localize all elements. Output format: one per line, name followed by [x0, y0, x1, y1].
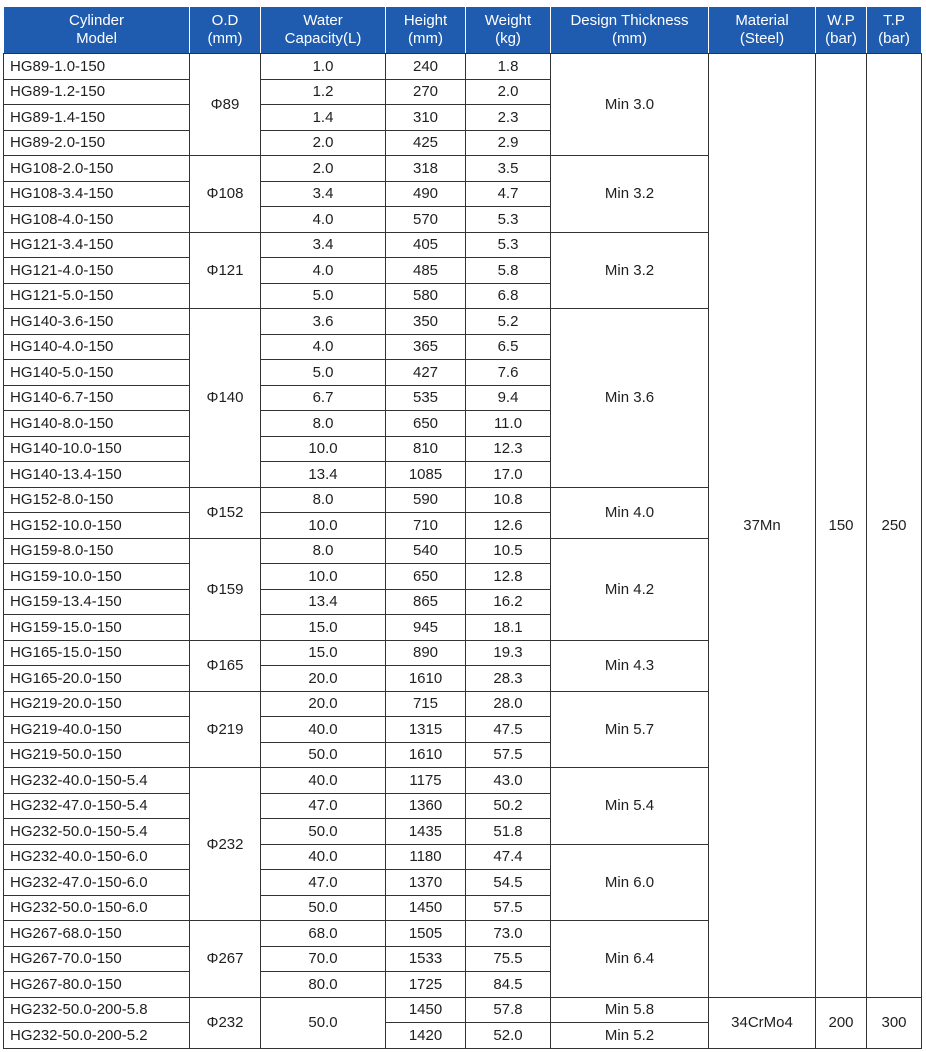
cell-capacity: 40.0 [261, 844, 386, 870]
cell-weight: 6.5 [466, 334, 551, 360]
cell-design-thickness: Min 4.2 [551, 538, 709, 640]
cell-model: HG140-4.0-150 [4, 334, 190, 360]
cell-height: 1420 [386, 1023, 466, 1049]
cell-capacity: 4.0 [261, 207, 386, 233]
cell-weight: 57.8 [466, 997, 551, 1023]
cell-model: HG159-13.4-150 [4, 589, 190, 615]
cell-weight: 5.3 [466, 232, 551, 258]
cell-weight: 75.5 [466, 946, 551, 972]
cell-height: 485 [386, 258, 466, 284]
cell-design-thickness: Min 5.7 [551, 691, 709, 768]
cell-weight: 73.0 [466, 921, 551, 947]
cell-wp: 200 [816, 997, 867, 1048]
cell-wp: 150 [816, 54, 867, 998]
cell-weight: 3.5 [466, 156, 551, 182]
cell-height: 1533 [386, 946, 466, 972]
cell-model: HG232-40.0-150-6.0 [4, 844, 190, 870]
cell-od: Φ232 [190, 768, 261, 921]
cell-height: 310 [386, 105, 466, 131]
cell-capacity: 13.4 [261, 462, 386, 488]
cell-design-thickness: Min 4.0 [551, 487, 709, 538]
cell-capacity: 1.4 [261, 105, 386, 131]
cell-weight: 84.5 [466, 972, 551, 998]
cell-capacity: 68.0 [261, 921, 386, 947]
cell-height: 540 [386, 538, 466, 564]
cell-weight: 10.5 [466, 538, 551, 564]
header-material [709, 7, 816, 54]
cell-weight: 12.6 [466, 513, 551, 539]
cell-design-thickness: Min 5.4 [551, 768, 709, 845]
cell-model: HG121-3.4-150 [4, 232, 190, 258]
cell-capacity: 10.0 [261, 436, 386, 462]
cell-height: 945 [386, 615, 466, 641]
cell-weight: 28.0 [466, 691, 551, 717]
cell-weight: 18.1 [466, 615, 551, 641]
cell-model: HG121-5.0-150 [4, 283, 190, 309]
cell-capacity: 20.0 [261, 691, 386, 717]
cell-od: Φ165 [190, 640, 261, 691]
cell-model: HG232-50.0-200-5.8 [4, 997, 190, 1023]
cell-height: 270 [386, 79, 466, 105]
cell-height: 427 [386, 360, 466, 386]
cell-capacity: 3.4 [261, 181, 386, 207]
cell-height: 535 [386, 385, 466, 411]
cell-capacity: 20.0 [261, 666, 386, 692]
header-water-capacity-line2: Capacity(L) [284, 30, 362, 47]
header-water-capacity [261, 7, 386, 54]
cell-model: HG232-50.0-200-5.2 [4, 1023, 190, 1049]
cell-height: 715 [386, 691, 466, 717]
cell-model: HG140-13.4-150 [4, 462, 190, 488]
cell-model: HG159-10.0-150 [4, 564, 190, 590]
cell-height: 405 [386, 232, 466, 258]
cell-capacity: 50.0 [261, 819, 386, 845]
cell-capacity: 10.0 [261, 564, 386, 590]
cell-design-thickness: Min 3.2 [551, 232, 709, 309]
cell-design-thickness: Min 6.4 [551, 921, 709, 998]
header-wp-line2: (bar) [825, 30, 857, 47]
header-design-thickness-line2: (mm) [612, 30, 647, 47]
cell-height: 490 [386, 181, 466, 207]
cell-capacity: 50.0 [261, 742, 386, 768]
cell-weight: 1.8 [466, 54, 551, 80]
cell-weight: 47.4 [466, 844, 551, 870]
cell-model: HG140-10.0-150 [4, 436, 190, 462]
cell-model: HG108-3.4-150 [4, 181, 190, 207]
cell-capacity: 40.0 [261, 768, 386, 794]
header-design-thickness-line1: Design Thickness [570, 12, 689, 29]
cell-od: Φ108 [190, 156, 261, 233]
header-wp [816, 7, 867, 54]
cell-height: 425 [386, 130, 466, 156]
cell-tp: 300 [867, 997, 922, 1048]
cell-height: 710 [386, 513, 466, 539]
cell-model: HG140-5.0-150 [4, 360, 190, 386]
cell-capacity: 47.0 [261, 793, 386, 819]
cell-design-thickness: Min 6.0 [551, 844, 709, 921]
cell-height: 580 [386, 283, 466, 309]
header-od [190, 7, 261, 54]
table-row [4, 997, 922, 1023]
header-weight-line2: (kg) [495, 30, 521, 47]
cell-weight: 7.6 [466, 360, 551, 386]
cell-od: Φ89 [190, 54, 261, 156]
cell-capacity: 15.0 [261, 640, 386, 666]
cell-capacity: 6.7 [261, 385, 386, 411]
cell-height: 890 [386, 640, 466, 666]
cell-height: 590 [386, 487, 466, 513]
cell-capacity: 80.0 [261, 972, 386, 998]
cell-design-thickness: Min 3.2 [551, 156, 709, 233]
header-height-line1: Height [403, 12, 448, 29]
cylinder-spec-table [3, 6, 922, 1049]
cell-height: 350 [386, 309, 466, 335]
cell-design-thickness: Min 5.2 [551, 1023, 709, 1049]
cell-height: 1180 [386, 844, 466, 870]
cell-model: HG140-8.0-150 [4, 411, 190, 437]
header-tp-line1: T.P [883, 12, 905, 29]
cell-height: 1315 [386, 717, 466, 743]
cell-model: HG159-8.0-150 [4, 538, 190, 564]
cell-capacity: 8.0 [261, 411, 386, 437]
cell-model: HG267-80.0-150 [4, 972, 190, 998]
cell-material: 34CrMo4 [709, 997, 816, 1048]
header-wp-line1: W.P [827, 12, 855, 29]
header-row [4, 7, 922, 54]
cell-capacity: 1.2 [261, 79, 386, 105]
cell-height: 240 [386, 54, 466, 80]
header-height-line2: (mm) [408, 30, 443, 47]
cell-height: 1725 [386, 972, 466, 998]
header-design-thickness [551, 7, 709, 54]
cell-height: 865 [386, 589, 466, 615]
cell-capacity: 70.0 [261, 946, 386, 972]
cell-model: HG232-50.0-150-5.4 [4, 819, 190, 845]
cell-capacity: 50.0 [261, 895, 386, 921]
cell-capacity: 3.6 [261, 309, 386, 335]
cell-height: 570 [386, 207, 466, 233]
cell-model: HG140-3.6-150 [4, 309, 190, 335]
table-body [4, 54, 922, 1049]
cell-model: HG89-1.0-150 [4, 54, 190, 80]
cell-weight: 11.0 [466, 411, 551, 437]
header-od-line2: (mm) [207, 30, 243, 47]
cell-design-thickness: Min 3.6 [551, 309, 709, 488]
header-weight-line1: Weight [484, 12, 532, 29]
cell-weight: 6.8 [466, 283, 551, 309]
cell-model: HG152-10.0-150 [4, 513, 190, 539]
cell-tp: 250 [867, 54, 922, 998]
header-cylinder-model-line2: Model [76, 30, 117, 47]
cell-weight: 28.3 [466, 666, 551, 692]
cell-height: 1085 [386, 462, 466, 488]
cell-model: HG267-70.0-150 [4, 946, 190, 972]
cell-od: Φ140 [190, 309, 261, 488]
cell-height: 1370 [386, 870, 466, 896]
cell-weight: 2.0 [466, 79, 551, 105]
cell-capacity: 13.4 [261, 589, 386, 615]
cell-model: HG219-40.0-150 [4, 717, 190, 743]
cell-weight: 10.8 [466, 487, 551, 513]
header-material-line2: (Steel) [739, 30, 785, 47]
cell-model: HG89-1.4-150 [4, 105, 190, 131]
cell-height: 1175 [386, 768, 466, 794]
cell-height: 1360 [386, 793, 466, 819]
cell-model: HG108-2.0-150 [4, 156, 190, 182]
cell-model: HG232-47.0-150-6.0 [4, 870, 190, 896]
cell-od: Φ232 [190, 997, 261, 1048]
cell-capacity: 8.0 [261, 538, 386, 564]
header-od-line1: O.D [211, 12, 239, 29]
cell-model: HG89-1.2-150 [4, 79, 190, 105]
cell-weight: 50.2 [466, 793, 551, 819]
table-row [4, 54, 922, 80]
cell-height: 318 [386, 156, 466, 182]
header-tp [867, 7, 922, 54]
cell-height: 650 [386, 411, 466, 437]
cell-capacity: 4.0 [261, 334, 386, 360]
cell-od: Φ219 [190, 691, 261, 768]
cell-model: HG159-15.0-150 [4, 615, 190, 641]
cell-capacity: 4.0 [261, 258, 386, 284]
cell-weight: 17.0 [466, 462, 551, 488]
cell-weight: 12.8 [466, 564, 551, 590]
cell-material: 37Mn [709, 54, 816, 998]
cell-height: 1610 [386, 666, 466, 692]
spec-table-container [3, 6, 922, 1049]
cell-weight: 19.3 [466, 640, 551, 666]
cell-model: HG232-40.0-150-5.4 [4, 768, 190, 794]
cell-weight: 12.3 [466, 436, 551, 462]
cell-model: HG89-2.0-150 [4, 130, 190, 156]
cell-weight: 57.5 [466, 742, 551, 768]
cell-capacity: 2.0 [261, 156, 386, 182]
cell-model: HG232-47.0-150-5.4 [4, 793, 190, 819]
cell-od: Φ159 [190, 538, 261, 640]
cell-capacity: 50.0 [261, 997, 386, 1048]
cell-height: 1610 [386, 742, 466, 768]
cell-model: HG219-50.0-150 [4, 742, 190, 768]
header-height [386, 7, 466, 54]
header-water-capacity-line1: Water [303, 12, 343, 29]
cell-weight: 5.3 [466, 207, 551, 233]
cell-height: 1505 [386, 921, 466, 947]
cell-height: 1435 [386, 819, 466, 845]
cell-capacity: 8.0 [261, 487, 386, 513]
cell-weight: 52.0 [466, 1023, 551, 1049]
cell-weight: 16.2 [466, 589, 551, 615]
cell-design-thickness: Min 3.0 [551, 54, 709, 156]
cell-od: Φ267 [190, 921, 261, 998]
cell-weight: 54.5 [466, 870, 551, 896]
cell-model: HG165-15.0-150 [4, 640, 190, 666]
cell-capacity: 5.0 [261, 360, 386, 386]
cell-weight: 5.8 [466, 258, 551, 284]
cell-height: 365 [386, 334, 466, 360]
cell-weight: 9.4 [466, 385, 551, 411]
cell-capacity: 40.0 [261, 717, 386, 743]
cell-od: Φ121 [190, 232, 261, 309]
header-tp-line2: (bar) [878, 30, 910, 47]
cell-weight: 5.2 [466, 309, 551, 335]
cell-weight: 43.0 [466, 768, 551, 794]
cell-model: HG165-20.0-150 [4, 666, 190, 692]
cell-weight: 57.5 [466, 895, 551, 921]
header-weight [466, 7, 551, 54]
cell-weight: 2.3 [466, 105, 551, 131]
cell-weight: 4.7 [466, 181, 551, 207]
header-cylinder-model [4, 7, 190, 54]
cell-weight: 51.8 [466, 819, 551, 845]
cell-model: HG140-6.7-150 [4, 385, 190, 411]
cell-model: HG108-4.0-150 [4, 207, 190, 233]
header-cylinder-model-line1: Cylinder [68, 12, 125, 29]
cell-height: 810 [386, 436, 466, 462]
cell-capacity: 5.0 [261, 283, 386, 309]
cell-design-thickness: Min 4.3 [551, 640, 709, 691]
cell-weight: 2.9 [466, 130, 551, 156]
cell-model: HG121-4.0-150 [4, 258, 190, 284]
cell-capacity: 2.0 [261, 130, 386, 156]
cell-capacity: 10.0 [261, 513, 386, 539]
cell-model: HG267-68.0-150 [4, 921, 190, 947]
cell-design-thickness: Min 5.8 [551, 997, 709, 1023]
cell-model: HG152-8.0-150 [4, 487, 190, 513]
cell-height: 1450 [386, 997, 466, 1023]
cell-height: 650 [386, 564, 466, 590]
cell-od: Φ152 [190, 487, 261, 538]
cell-capacity: 47.0 [261, 870, 386, 896]
cell-model: HG219-20.0-150 [4, 691, 190, 717]
cell-capacity: 3.4 [261, 232, 386, 258]
cell-weight: 47.5 [466, 717, 551, 743]
cell-capacity: 1.0 [261, 54, 386, 80]
cell-height: 1450 [386, 895, 466, 921]
header-material-line1: Material [735, 12, 789, 29]
cell-capacity: 15.0 [261, 615, 386, 641]
cell-model: HG232-50.0-150-6.0 [4, 895, 190, 921]
